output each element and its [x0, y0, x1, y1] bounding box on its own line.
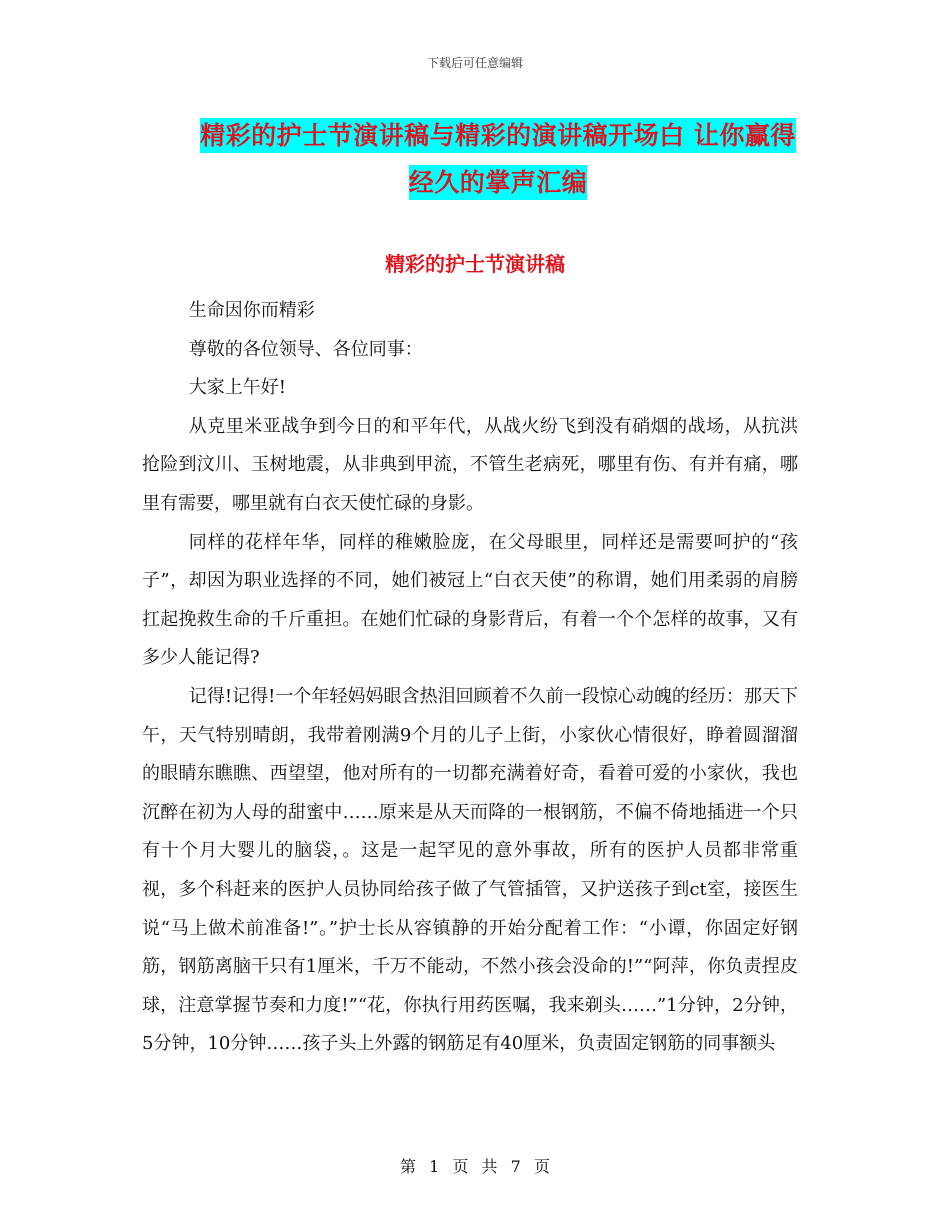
paragraph: 生命因你而精彩 — [188, 300, 315, 321]
document-title — [188, 112, 808, 206]
footer-total-pages: 7 — [510, 1157, 521, 1176]
section-title: 精彩的护士节演讲稿 — [385, 252, 565, 276]
footer-middle: 页 — [452, 1157, 469, 1176]
footer-total-label: 共 — [481, 1157, 498, 1176]
paragraph: 记得!记得!一个年轻妈妈眼含热泪回顾着不久前一段惊心动魄的经历：那天下午，天气特别晴朗，我带着刚满9个月的儿子上街，小家伙心情很好，睁着圆溜溜的眼睛东瞧瞧、西望望，他对所有的一切都充满着好奇，看着可爱的小家伙，我也沉醉在初为人母的甜蜜中……原来是从天而降的一根钢筋，不偏不倚地插进一个只有十个月大婴儿的脑袋，。这是一起罕见的意外事故，所有的医护人员都非常重视，多个科赶来的医护人员协同给孩子做了气管插管，又护送孩子到ct室，接医生说“马上做术前准备!”。”护士长从容镇静的开始分配着工作：“小谭，你固定好钢筋，钢筋离脑干只有1厘米，千万不能动，不然小孩会没命的!”“阿萍，你负责捏皮球，注意掌握节奏和力度!”“花，你执行用药医嘱，我来剃头……”1分钟，2分钟，5分钟，10分钟……孩子头上外露的钢筋足有40厘米，负责固定钢筋的同事额头 — [142, 685, 798, 1055]
document-body — [142, 292, 798, 1064]
title-line-2: 经久的掌声汇编 — [409, 165, 588, 200]
paragraph: 大家上午好! — [188, 377, 287, 399]
footer-suffix: 页 — [533, 1157, 550, 1176]
footer-prefix: 第 — [400, 1157, 417, 1176]
page-footer — [0, 1154, 950, 1177]
paragraph: 从克里米亚战争到今日的和平年代，从战火纷飞到没有硝烟的战场，从抗洪抢险到汶川、玉树地震，从非典到甲流，不管生老病死，哪里有伤、有并有痛，哪里有需要，哪里就有白衣天使忙碌的身影。 — [142, 415, 798, 514]
footer-page-number: 1 — [429, 1157, 440, 1176]
paragraph: 尊敬的各位领导、各位同事： — [188, 338, 423, 360]
paragraph: 同样的花样年华，同样的稚嫩脸庞，在父母眼里，同样还是需要呵护的“孩子”，却因为职业选择的不同，她们被冠上“白衣天使”的称谓，她们用柔弱的肩膀扛起挽救生命的千斤重担。在她们忙碌的身影背后，有着一个个怎样的故事，又有多少人能记得? — [142, 531, 798, 669]
header-note: 下载后可任意编辑 — [426, 56, 523, 70]
title-line-1: 精彩的护士节演讲稿与精彩的演讲稿开场白 让你赢得 — [200, 118, 796, 153]
